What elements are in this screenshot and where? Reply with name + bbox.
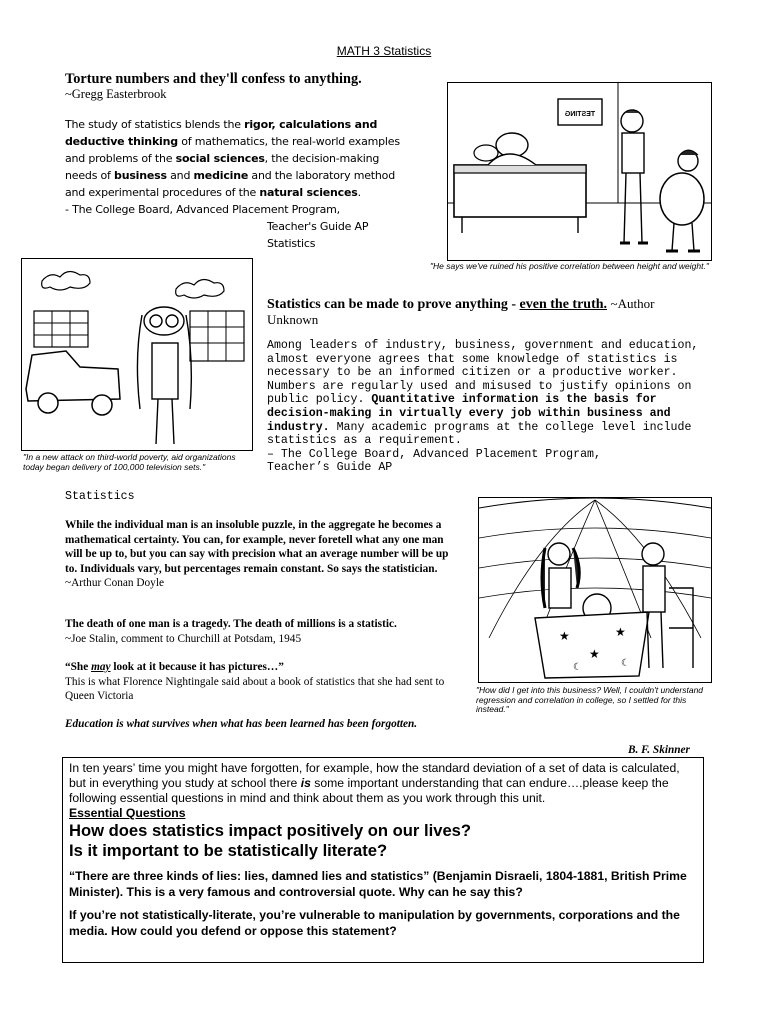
cartoon-fortune-teller	[478, 497, 712, 683]
quote-text: Torture numbers and they'll confess to anything.	[65, 71, 362, 87]
quote-text: Education is what survives when what has been learned has been forgotten.	[65, 718, 418, 730]
quote-nightingale	[65, 660, 465, 704]
star-icon: ★	[559, 629, 570, 643]
cartoon-testing-office	[447, 82, 712, 261]
text-run: In ten years’ time you might have forgotten, for example, how the standard deviation of a set of data is calculated, but in everything you study at school there	[69, 761, 680, 790]
cartoon-fortune-caption: "How did I get into this business? Well, I couldn't understand regression and correlation in college, so I settled for this instead."	[476, 685, 704, 715]
quote-skinner	[65, 717, 420, 732]
college-board-paragraph-2	[267, 339, 712, 475]
text-run: The study of statistics blends the	[65, 118, 245, 131]
source-line: - The College Board, Advanced Placement Program,	[65, 203, 340, 216]
bold-run: rigor, calculations and deductive thinking	[65, 118, 378, 148]
disraeli-prompt: “There are three kinds of lies: lies, damned lies and statistics” (Benjamin Disraeli, 1804-1881, British Prime Minister). This is a very famous and controversial quote. Why can he say this?	[69, 869, 687, 899]
cartoon-aid-television-illustration	[22, 259, 252, 450]
text-run: some important understanding that can endure….please keep the following essential questions in mind and think about them as you work through this unit.	[69, 776, 669, 805]
cartoon-aid-television	[21, 258, 253, 451]
essential-question-1: How does statistics impact positively on our lives?	[69, 821, 472, 840]
quote-author-unknown	[267, 296, 712, 327]
cartoon-testing-office-illustration	[448, 83, 711, 260]
quote-author-cont: Unknown	[267, 312, 319, 327]
quote-emphasis: may	[91, 661, 111, 673]
text-run: , the decision-making needs of	[65, 152, 380, 182]
source-line: Statistics	[267, 237, 316, 250]
essential-question-2: Is it important to be statistically literate?	[69, 841, 388, 860]
bold-run: natural sciences	[259, 186, 358, 199]
quote-author: ~Gregg Easterbrook	[65, 87, 167, 101]
text-run: and the laboratory method and experimental procedures of the	[65, 169, 395, 199]
source-line: Teacher's Guide AP	[267, 220, 369, 233]
moon-icon: ☾	[573, 662, 582, 673]
text-run: Among leaders of industry, business, government and education, almost everyone agrees that some knowledge of statistics is necessary to be an informed citizen or a productive worker. Numbers are regularly used and misused to justify opinions on public policy.	[267, 339, 699, 407]
essential-questions-heading: Essential Questions	[69, 806, 186, 820]
quote-description: This is what Florence Nightingale said about a book of statistics that she had sent to Queen Victoria	[65, 675, 445, 703]
essential-questions-box	[62, 757, 704, 963]
quote-text: While the individual man is an insoluble puzzle, in the aggregate he becomes a mathematical certainty. You can, for example, never foretell what any one man will be up to, but you can say with precision what an average number will be up to. Individuals vary, but percentages remain constant. So says the statistician.	[65, 519, 449, 575]
bold-run: Quantitative information is the basis for decision-making in virtually every job within business and industry.	[267, 393, 671, 434]
page-title: MATH 3 Statistics	[336, 44, 432, 58]
quote-text: look at it because it has pictures…”	[110, 661, 284, 673]
text-run: and	[166, 169, 194, 182]
quote-text: Statistics can be made to prove anything -	[267, 297, 520, 312]
bold-run: social sciences	[175, 152, 265, 165]
text-run: Many academic programs at the college level include statistics as a requirement.	[267, 420, 692, 448]
quote-easterbrook	[65, 71, 425, 101]
source-line: Statistics	[65, 490, 135, 503]
college-board-paragraph-1	[65, 116, 407, 252]
quote-author: ~Author	[610, 296, 655, 311]
quote-text: The death of one man is a tragedy. The death of millions is a statistic.	[65, 618, 397, 630]
source-line: Teacher’s Guide AP	[267, 461, 393, 475]
star-icon: ★	[589, 647, 600, 661]
quote-conan-doyle	[65, 518, 460, 591]
text-run: of mathematics, the real-world examples and problems of the	[65, 135, 400, 165]
moon-icon: ☾	[621, 658, 630, 669]
cartoon-aid-caption: "In a new attack on third-world poverty, aid organizations today began delivery of 100,000 television sets."	[23, 452, 236, 472]
box-intro	[69, 761, 697, 806]
quote-author: ~Arthur Conan Doyle	[65, 577, 164, 590]
bold-run: medicine	[193, 169, 249, 182]
quote-author: ~Joe Stalin, comment to Churchill at Potsdam, 1945	[65, 632, 302, 645]
star-icon: ★	[615, 625, 626, 639]
cartoon-fortune-teller-illustration	[479, 498, 711, 682]
literacy-prompt: If you’re not statistically-literate, you’re vulnerable to manipulation by governments, corporations and the media. How could you defend or oppose this statement?	[69, 908, 680, 938]
quote-text: “She	[65, 661, 92, 673]
bold-run: business	[114, 169, 167, 182]
source-line: – The College Board, Advanced Placement Program,	[267, 447, 601, 461]
text-run: .	[357, 186, 361, 199]
quote-author: B. F. Skinner	[628, 744, 690, 756]
sign-text: TESTING	[564, 111, 596, 118]
quote-underlined: even the truth.	[519, 297, 608, 312]
cartoon-testing-caption: "He says we've ruined his positive correlation between height and weight."	[430, 261, 709, 271]
emphasis-run: is	[300, 776, 311, 790]
quote-stalin	[65, 617, 465, 646]
